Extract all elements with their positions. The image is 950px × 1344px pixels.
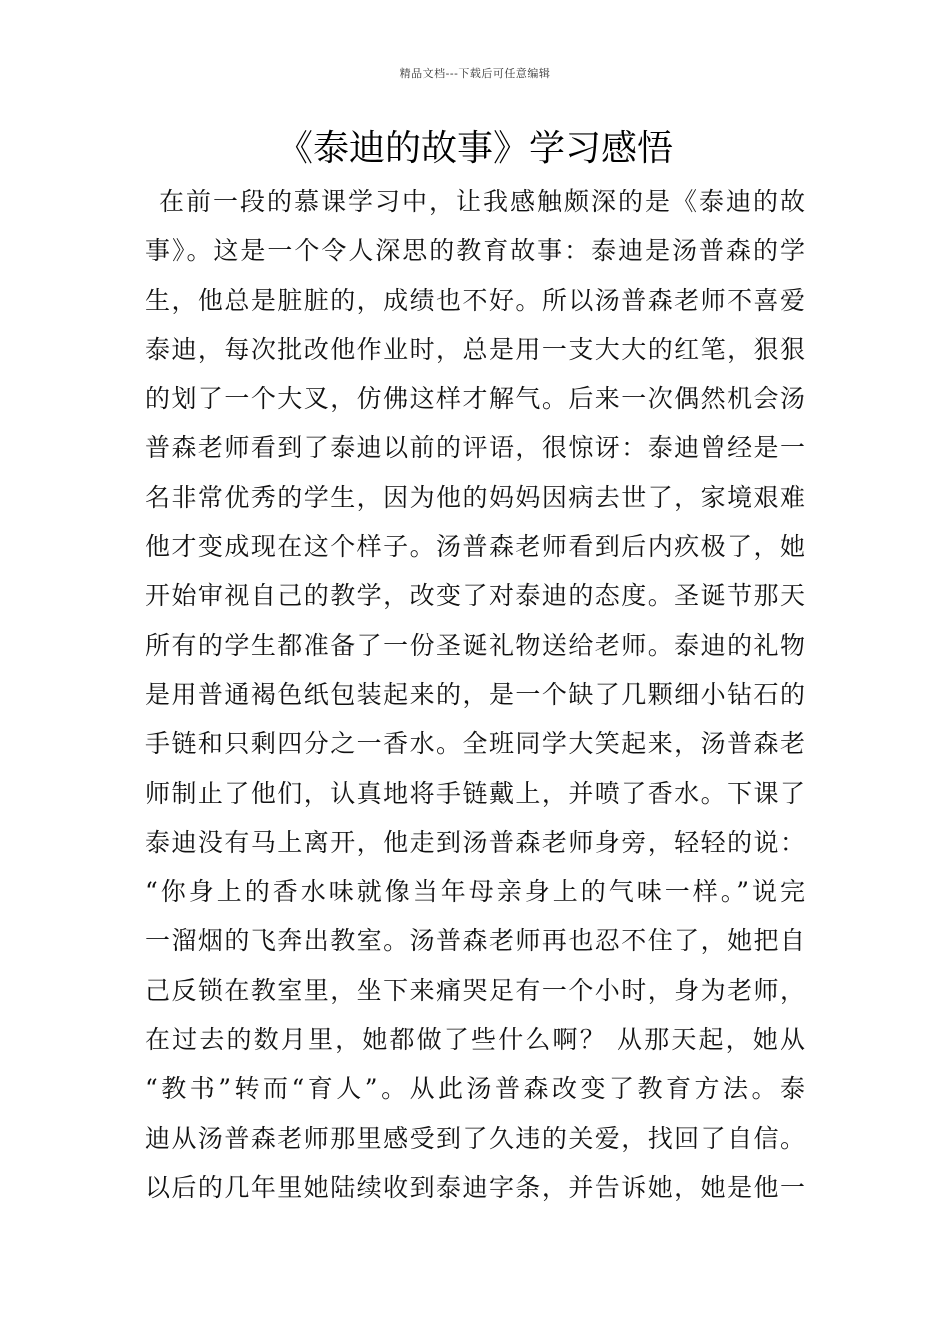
text-line: 迪从汤普森老师那里感受到了久违的关爱，找回了自信。 — [145, 1123, 805, 1153]
text-line: 师制止了他们，认真地将手链戴上，并喷了香水。下课了 — [145, 778, 805, 808]
text-line: 是用普通褐色纸包装起来的，是一个缺了几颗细小钻石的 — [145, 679, 805, 709]
text-line: 泰迪没有马上离开，他走到汤普森老师身旁，轻轻的说： — [145, 827, 805, 857]
text-line: 以后的几年里她陆续收到泰迪字条，并告诉她，她是他一 — [145, 1172, 805, 1202]
text-line: 在过去的数月里，她都做了些什么啊？ 从那天起，她从 — [145, 1025, 805, 1055]
text-line: “你身上的香水味就像当年母亲身上的气味一样。”说完 — [145, 877, 805, 907]
text-line: 他才变成现在这个样子。汤普森老师看到后内疚极了，她 — [145, 532, 805, 562]
text-line: 的划了一个大叉，仿佛这样才解气。后来一次偶然机会汤 — [145, 384, 805, 414]
text-line: 所有的学生都准备了一份圣诞礼物送给老师。泰迪的礼物 — [145, 630, 805, 660]
body-text — [145, 177, 805, 1212]
header-note: 精品文档---下载后可任意编辑 — [399, 67, 551, 80]
text-line: 手链和只剩四分之一香水。全班同学大笑起来，汤普森老 — [145, 729, 805, 759]
text-line: 一溜烟的飞奔出教室。汤普森老师再也忍不住了，她把自 — [145, 926, 805, 956]
text-line: 生，他总是脏脏的，成绩也不好。所以汤普森老师不喜爱 — [145, 285, 805, 315]
document-title: 《泰迪的故事》学习感悟 — [276, 128, 673, 169]
text-line: 在前一段的慕课学习中，让我感触颇深的是《泰迪的故 — [159, 187, 805, 216]
text-line: 开始审视自己的教学，改变了对泰迪的态度。圣诞节那天 — [145, 581, 805, 611]
text-line: 己反锁在教室里，坐下来痛哭足有一个小时，身为老师， — [145, 975, 805, 1005]
text-line: 泰迪，每次批改他作业时，总是用一支大大的红笔，狠狠 — [145, 334, 805, 364]
text-line: 名非常优秀的学生，因为他的妈妈因病去世了，家境艰难 — [145, 482, 805, 512]
text-line: “教书”转而“育人”。从此汤普森改变了教育方法。泰 — [145, 1074, 805, 1104]
text-line: 普森老师看到了泰迪以前的评语，很惊讶：泰迪曾经是一 — [145, 433, 805, 463]
text-line: 事》。这是一个令人深思的教育故事：泰迪是汤普森的学 — [145, 236, 805, 266]
